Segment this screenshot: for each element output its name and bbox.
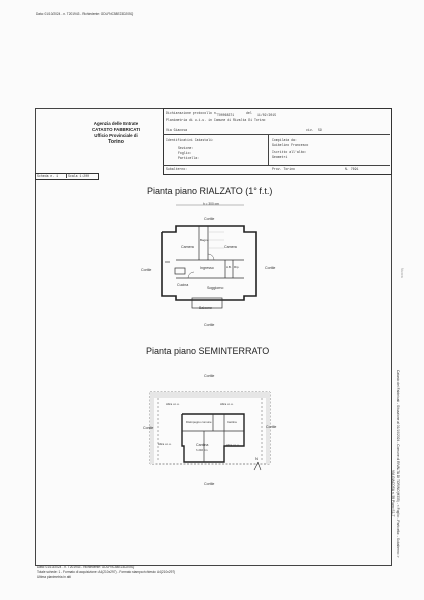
upper-cortile-top: Cortile <box>204 217 215 221</box>
lower-cantina-2: Cantina <box>196 443 209 447</box>
plan-bottom-title: Pianta piano SEMINTERRATO <box>146 346 270 356</box>
iscritto-label: Iscritto all'albo: <box>272 150 307 154</box>
north-arrow <box>254 462 261 470</box>
side-vertical-text-2: VIA GIACOSA n. 59 Piano S1-T <box>391 470 395 517</box>
top-header-line: Data: 01/10/2024 - n. T201943 - Richiedente: GDLFNC58E23D205Q <box>36 12 134 16</box>
compilata-label: Compilata da: <box>272 138 297 142</box>
protocollo-value: TO0068371 <box>217 113 235 117</box>
footer-line1: Data: 01/10/2024 - n. T201943 - Richiedente: GDLFNC58E23D205Q <box>37 565 135 569</box>
room-bagno-1: Bagno <box>200 238 209 242</box>
agency-line3: Ufficio Provinciale di <box>94 133 138 138</box>
protocollo-label: Dichiarazione protocollo n. <box>166 111 218 115</box>
lower-floor-partitions <box>158 398 262 462</box>
room-camera-1: Camera <box>181 245 194 249</box>
footer-line2: Totale schede: 1 - Formato di acquisizione: A4(210x297) - Formato stampa richiesto: A4(210x297) <box>37 570 176 574</box>
via-text: Via Giacosa <box>166 128 188 132</box>
del-label: del <box>246 111 252 115</box>
lower-disimpegno: Disimpegno comune <box>186 420 212 424</box>
upper-cortile-right: Cortile <box>265 266 276 270</box>
civ-label: civ. <box>306 128 314 132</box>
lower-cortile-right: Cortile <box>266 425 277 429</box>
room-ab: A.B. <box>226 265 232 269</box>
lower-altra-uiu-1: Altra u.i.u. <box>166 402 180 406</box>
room-soggiorno: Soggiorno <box>207 286 224 290</box>
footer-line3: Ultima planimetria in atti <box>37 575 72 579</box>
foglio-label: Foglio: <box>178 151 192 155</box>
planimetria-text: Planimetria di u.i.u. in Comune di Rivalta Di Torino <box>166 118 266 122</box>
room-camera-2: Camera <box>224 245 237 249</box>
iscritto-value: Geometri <box>272 155 288 159</box>
particella-label: Particella: <box>178 156 200 160</box>
plan-top-title: Pianta piano RIALZATO (1° f.t.) <box>147 186 273 196</box>
lower-cortile-bottom: Cortile <box>204 482 215 486</box>
sezione-label: Sezione: <box>178 146 194 150</box>
agency-line2: CATASTO FABBRICATI <box>92 127 140 132</box>
scala-label: Scala 1:200 <box>68 173 90 178</box>
north-label: N <box>255 456 258 461</box>
agency-line1: Agenzia delle Entrate <box>93 121 139 126</box>
lower-cortile-left: Cortile <box>143 426 154 430</box>
upper-cortile-left: Cortile <box>141 268 152 272</box>
lower-altra-uiu-3: Altra u.i.u. <box>158 442 172 446</box>
n-label: N. 7691 <box>345 167 359 171</box>
lower-cantina-1: Cantina <box>227 420 237 424</box>
lower-altra-uiu-2: Altra u.i.u. <box>220 402 234 406</box>
room-cucina: Cucina <box>177 283 189 287</box>
scheda-label: Scheda n. 1 <box>37 173 59 178</box>
del-value: 11/02/2015 <box>257 113 277 117</box>
side-mark: Nuova <box>400 268 404 278</box>
room-rip: Rip. <box>234 265 240 269</box>
lower-cantina-height: h 240 cm <box>196 448 208 452</box>
lower-cortile-top: Cortile <box>204 374 215 378</box>
room-balcone: Balcone <box>199 306 212 310</box>
prov-label: Prov. Torino <box>272 167 295 171</box>
height-note: h = 300 cm <box>203 202 219 206</box>
side-vertical-text: Catasto dei Fabbricati - Situazione al 01/10/2024 - Comune di RIVALTA DI TORINO(H335) - < Foglio: - Particella: - Subalterno: > <box>396 370 400 558</box>
identificativi-label: Identificativi Catastali: <box>166 138 214 142</box>
agency-line4: Torino <box>108 139 124 145</box>
room-ingresso: Ingresso <box>200 266 214 270</box>
upper-cortile-bottom: Cortile <box>204 323 215 327</box>
civ-value: 59 <box>318 128 322 132</box>
lower-altra-uiu-4: Altra u.i.u. <box>226 443 240 447</box>
subalterno-label: Subalterno: <box>166 167 188 171</box>
compilata-name: Guibelino Francesco <box>272 143 309 147</box>
